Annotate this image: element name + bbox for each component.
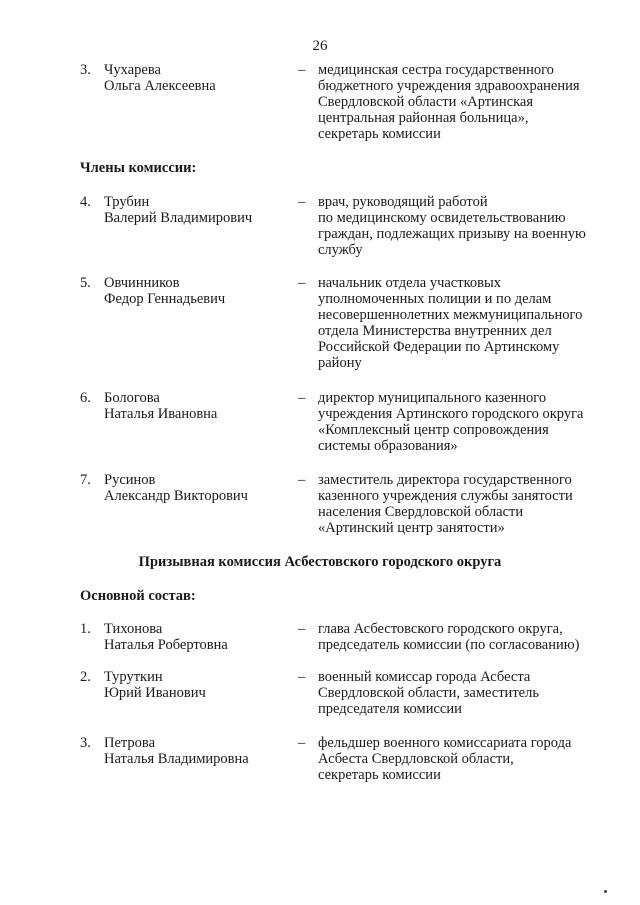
page-number: 26: [312, 38, 328, 54]
dash-separator: –: [298, 669, 306, 685]
person-name: Чухарева Ольга Алексеевна: [104, 62, 216, 94]
scan-speck: [604, 890, 607, 893]
person-role: глава Асбестовского городского округа, председатель комиссии (по согласованию): [318, 621, 580, 653]
person-name: Бологова Наталья Ивановна: [104, 390, 218, 422]
members-heading: Члены комиссии:: [80, 160, 197, 176]
item-number: 3.: [80, 735, 91, 751]
dash-separator: –: [298, 390, 306, 406]
item-number: 3.: [80, 62, 91, 78]
item-number: 2.: [80, 669, 91, 685]
person-name: Трубин Валерий Владимирович: [104, 194, 253, 226]
main-composition-heading: Основной состав:: [80, 588, 196, 604]
person-role: директор муниципального казенного учреждения Артинского городского округа «Комплексный центр сопровождения системы образования»: [318, 390, 584, 454]
person-name: Тихонова Наталья Робертовна: [104, 621, 228, 653]
dash-separator: –: [298, 735, 306, 751]
person-role: начальник отдела участковых уполномоченных полиции и по делам несовершеннолетних межмуниципального отдела Министерства внутренних дел Российской Федерации по Артинскому району: [318, 275, 583, 371]
person-role: заместитель директора государственного казенного учреждения службы занятости населения Свердловской области «Артинский центр занятости»: [318, 472, 573, 536]
item-number: 6.: [80, 390, 91, 406]
item-number: 1.: [80, 621, 91, 637]
dash-separator: –: [298, 194, 306, 210]
person-role: военный комиссар города Асбеста Свердловской области, заместитель председателя комиссии: [318, 669, 539, 717]
person-name: Туруткин Юрий Иванович: [104, 669, 206, 701]
item-number: 7.: [80, 472, 91, 488]
dash-separator: –: [298, 62, 306, 78]
person-name: Русинов Александр Викторович: [104, 472, 248, 504]
commission-title: Призывная комиссия Асбестовского городского округа: [138, 554, 502, 570]
item-number: 4.: [80, 194, 91, 210]
person-role: медицинская сестра государственного бюджетного учреждения здравоохранения Свердловской области «Артинская центральная районная больница», секретарь комиссии: [318, 62, 580, 142]
dash-separator: –: [298, 275, 306, 291]
dash-separator: –: [298, 472, 306, 488]
item-number: 5.: [80, 275, 91, 291]
person-role: фельдшер военного комиссариата города Асбеста Свердловской области, секретарь комиссии: [318, 735, 572, 783]
dash-separator: –: [298, 621, 306, 637]
person-name: Овчинников Федор Геннадьевич: [104, 275, 226, 307]
person-role: врач, руководящий работой по медицинскому освидетельствованию граждан, подлежащих призыву на военную службу: [318, 194, 586, 258]
person-name: Петрова Наталья Владимировна: [104, 735, 249, 767]
